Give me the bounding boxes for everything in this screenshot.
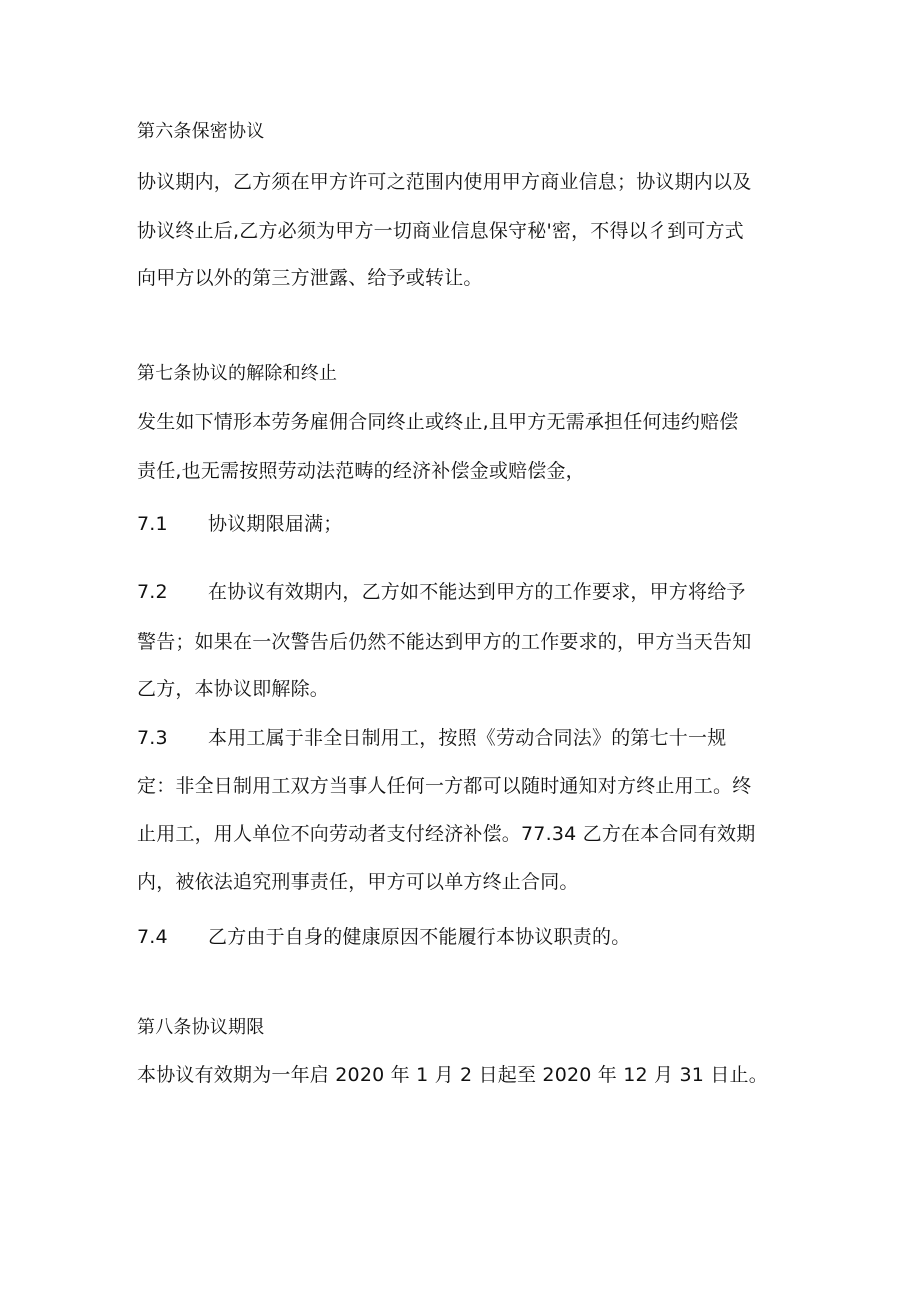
clause-text: 在协议有效期内，乙方如不能达到甲方的工作要求，甲方将给予	[208, 581, 746, 603]
section-6-line: 协议期内，乙方须在甲方许可之范围内使用甲方商业信息；协议期内以及	[137, 171, 752, 193]
section-6-line: 协议终止后,乙方必须为甲方一切商业信息保守秘'密，不得以彳到可方式	[137, 220, 744, 242]
clause-7-2-cont: 乙方，本协议即解除。	[137, 678, 330, 700]
clause-7-3-cont: 止用工，用人单位不向劳动者支付经济补偿。77.34 乙方在本合同有效期	[137, 823, 756, 845]
clause-text: 乙方由于自身的健康原因不能履行本协议职责的。	[208, 926, 631, 948]
section-7-intro-line: 发生如下情形本劳务雇佣合同终止或终止,且甲方无需承担任何违约赔偿	[137, 411, 739, 433]
clause-7-3-cont: 内，被依法追究刑事责任，甲方可以单方终止合同。	[137, 871, 579, 893]
clause-number: 7.3	[137, 727, 168, 749]
section-8-line: 本协议有效期为一年启 2020 年 1 月 2 日起至 2020 年 12 月 31 日止。	[137, 1064, 768, 1086]
clause-text: 本用工属于非全日制用工，按照《劳动合同法》的第七十一规	[208, 727, 727, 749]
clause-number: 7.1	[137, 513, 168, 535]
clause-7-2-cont: 警告；如果在一次警告后仍然不能达到甲方的工作要求的，甲方当天告知	[137, 631, 752, 653]
clause-7-3	[137, 726, 726, 750]
clause-7-3-cont: 定：非全日制用工双方当事人任何一方都可以随时通知对方终止用工。终	[137, 775, 752, 797]
clause-7-2	[137, 580, 746, 604]
section-7-intro-line: 责任,也无需按照劳动法范畴的经济补偿金或赔偿金，	[137, 460, 585, 482]
clause-number: 7.2	[137, 581, 168, 603]
clause-text: 协议期限届满；	[208, 513, 343, 535]
clause-7-1	[137, 512, 342, 536]
clause-number: 7.4	[137, 926, 168, 948]
clause-7-4	[137, 925, 630, 949]
section-6-line: 向甲方以外的第三方泄露、给予或转让。	[137, 267, 483, 289]
section-7-heading: 第七条协议的解除和终止	[137, 363, 338, 384]
section-6-heading: 第六条保密协议	[137, 121, 265, 142]
section-8-heading: 第八条协议期限	[137, 1017, 265, 1038]
